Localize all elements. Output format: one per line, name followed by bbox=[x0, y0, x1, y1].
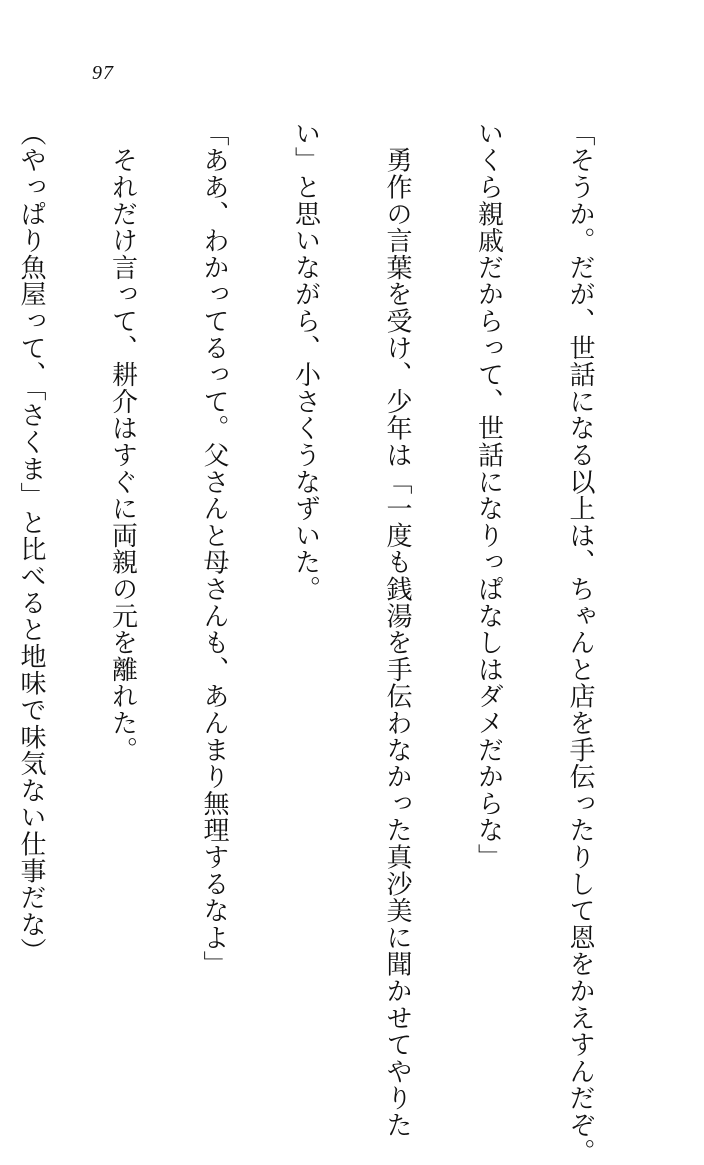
page-number: 97 bbox=[92, 62, 114, 84]
text-line: 「ああ、わかってるって。父さんと母さんも、あんまり無理するなよ」 bbox=[199, 120, 229, 978]
text-line: それだけ言って、耕介はすぐに両親の元を離れた。 bbox=[107, 120, 138, 764]
text-line: （やっぱり魚屋って、「さくま」と比べると地味で味気ない仕事だな） bbox=[16, 120, 46, 965]
text-line: 勇作の言葉を受け、少年は「一度も銭湯を手伝わなかった真沙美に聞かせてやりた bbox=[382, 120, 412, 1139]
text-line: 「そうか。だが、世話になる以上は、ちゃんと店を手伝ったりして恩をかえすんだぞ。 bbox=[565, 120, 595, 1165]
text-line: い」と思いながら、小さくうなずいた。 bbox=[290, 120, 321, 603]
text-line: いくら親戚だからって、世話になりっぱなしはダメだからな」 bbox=[473, 120, 504, 871]
vertical-text-body bbox=[0, 120, 656, 1165]
